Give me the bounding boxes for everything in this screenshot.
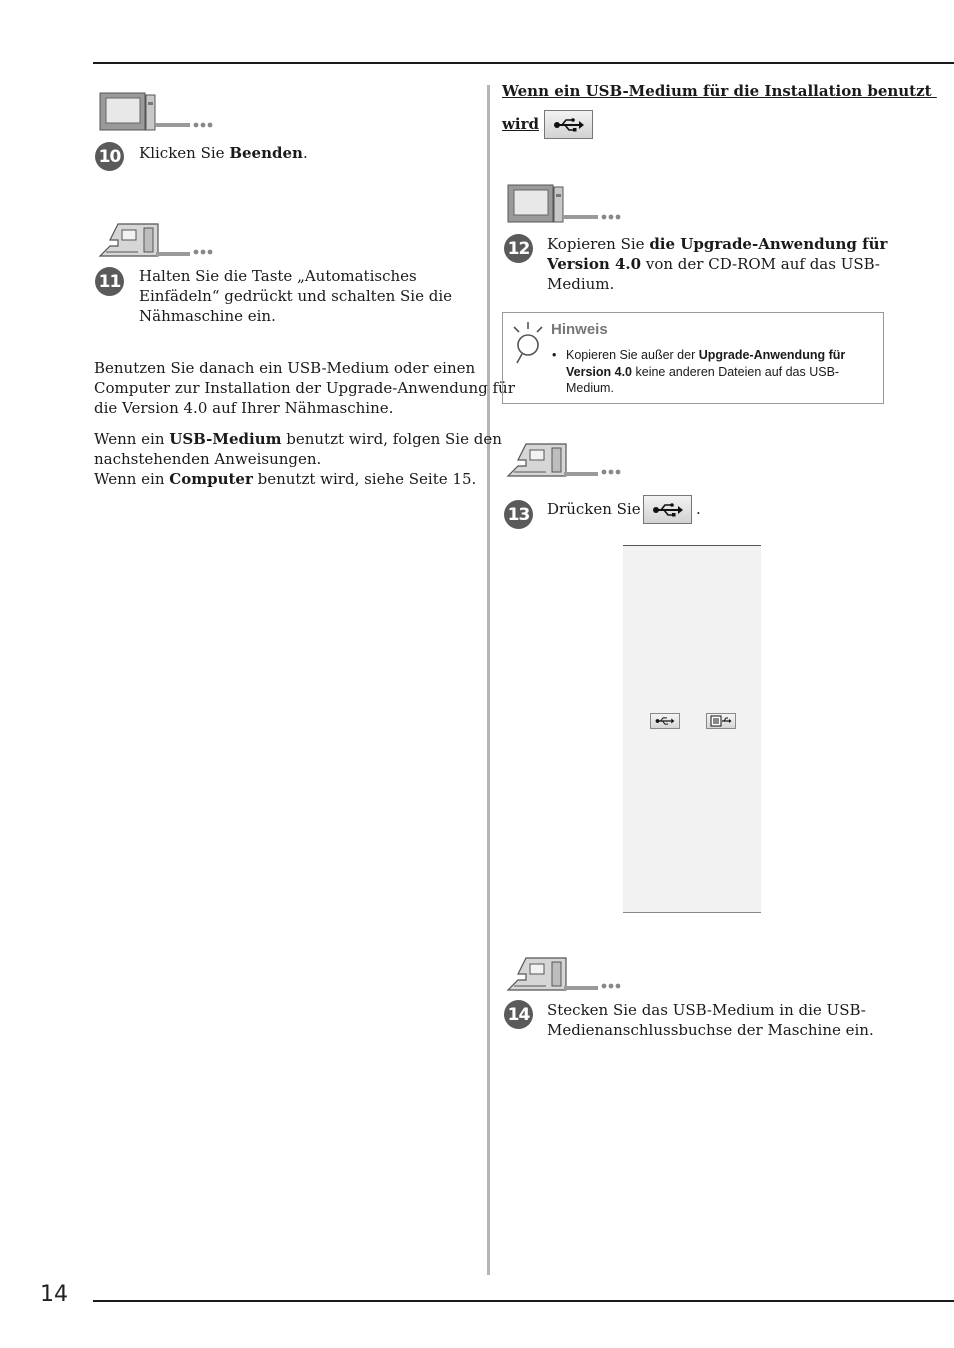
note-bold2: Version 4.0 [566, 364, 633, 379]
step-number-10: 10 [95, 142, 124, 171]
step-12-bold1: die Upgrade-Anwendung für [649, 235, 888, 253]
note-line1 [566, 347, 878, 364]
step-12-post2: von der CD-ROM auf das USB- [641, 255, 881, 273]
para1-line3: die Version 4.0 auf Ihrer Nähmaschine. [94, 399, 394, 417]
para2-line1 [94, 429, 502, 449]
para1-line2: Computer zur Installation der Upgrade-Anwendung für [94, 379, 515, 397]
step-10-bold: Beenden [229, 144, 303, 162]
step-10-post: . [302, 144, 308, 162]
step-14-line1: Stecken Sie das USB-Medium in die USB- [547, 1001, 866, 1019]
step-10-text [139, 143, 308, 163]
para2-line3 [94, 469, 502, 489]
screen-usb-button[interactable] [650, 713, 680, 729]
step-number-12: 12 [504, 234, 533, 263]
instructions-paragraph [94, 429, 502, 489]
step-number-14: 14 [504, 1000, 533, 1029]
para2-l3-post: benutzt wird, siehe Seite 15. [252, 470, 477, 488]
top-rule [93, 62, 954, 64]
para1-line1: Benutzen Sie danach ein USB-Medium oder einen [94, 359, 476, 377]
section-heading-line2: wird [502, 115, 540, 133]
sewing-machine-icon [506, 950, 626, 1000]
step-12-line3: Medium. [547, 275, 615, 293]
card-usb-icon [710, 715, 732, 727]
step-12-text [547, 234, 887, 294]
usb-icon [553, 117, 585, 133]
step-11-text [139, 266, 452, 326]
step-12-line2 [547, 254, 887, 274]
note-pre: Kopieren Sie außer der [566, 348, 699, 362]
intro-paragraph [94, 358, 515, 418]
usb-heading-button [544, 110, 593, 139]
step-12-pre: Kopieren Sie [547, 235, 650, 253]
step-11-line3: Nähmaschine ein. [139, 307, 276, 325]
usb-icon [652, 502, 684, 518]
para2-l3-pre: Wenn ein [94, 470, 170, 488]
step-number-11: 11 [95, 267, 124, 296]
usb-button[interactable] [643, 495, 692, 524]
para2-l1-bold: USB-Medium [169, 430, 282, 448]
step-14-text [547, 1000, 874, 1040]
usb-icon [655, 716, 675, 726]
step-number-13: 13 [504, 500, 533, 529]
note-bullet: • [552, 348, 557, 362]
section-heading-line1: Wenn ein USB-Medium für die Installation benutzt [502, 82, 937, 100]
bottom-rule [93, 1300, 954, 1302]
note-box [502, 312, 884, 404]
para2-line2: nachstehenden Anweisungen. [94, 450, 322, 468]
para2-l1-pre: Wenn ein [94, 430, 170, 448]
step-13-post: . [696, 500, 701, 518]
page-number: 14 [40, 1282, 68, 1307]
note-bold1: Upgrade-Anwendung für [698, 348, 846, 362]
step-11-line1: Halten Sie die Taste „Automatisches [139, 267, 417, 285]
sewing-machine-icon [98, 216, 218, 266]
step-13-text: Drücken Sie [547, 500, 641, 518]
step-12-line1 [547, 234, 887, 254]
step-14-line2: Medienanschlussbuchse der Maschine ein. [547, 1021, 874, 1039]
screen-card-usb-button[interactable] [706, 713, 736, 729]
note-line3: Medium. [566, 381, 614, 395]
note-text [566, 347, 878, 397]
para2-l3-bold: Computer [169, 470, 253, 488]
sewing-machine-icon [506, 436, 626, 486]
column-divider [487, 85, 490, 1275]
note-line2 [566, 364, 878, 381]
step-11-line2: Einfädeln“ gedrückt und schalten Sie die [139, 287, 452, 305]
step-10-pre: Klicken Sie [139, 144, 230, 162]
machine-screen-panel [623, 545, 761, 913]
para2-l1-post: benutzt wird, folgen Sie den [281, 430, 502, 448]
computer-icon [98, 90, 218, 140]
step-12-bold2: Version 4.0 [547, 255, 642, 273]
note-icon [511, 321, 545, 369]
computer-icon [506, 182, 626, 232]
note-title: Hinweis [551, 321, 608, 338]
note-post2: keine anderen Dateien auf das USB- [632, 364, 840, 379]
